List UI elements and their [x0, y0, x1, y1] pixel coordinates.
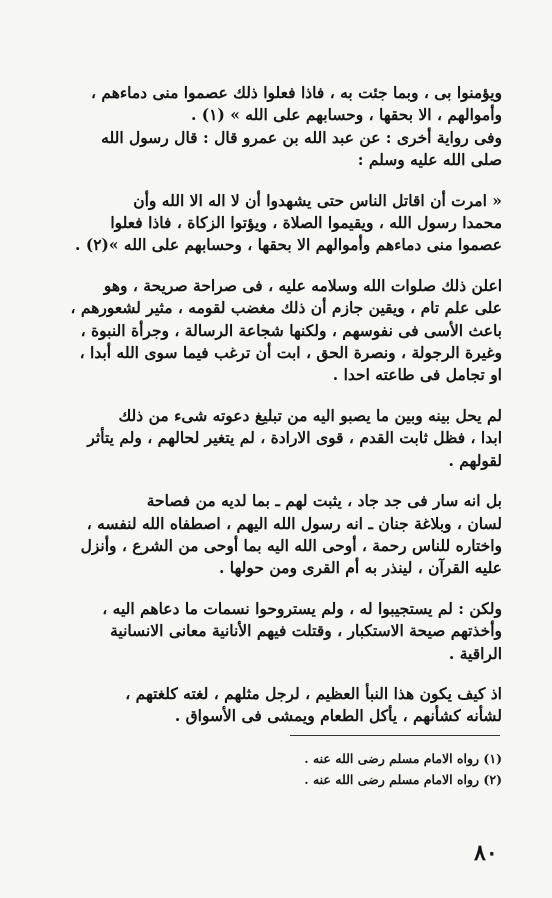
page-number: ٨٠ — [474, 840, 498, 866]
paragraph-2 — [50, 190, 502, 257]
text-line: ابدا ، فظل ثابت القدم ، قوى الارادة ، لم يتغير لحالهم ، ولم يتأثر — [87, 428, 502, 448]
text-line: لم يحل بينه وبين ما يصبو اليه من تبليغ دعوته شىء من ذلك — [118, 405, 502, 425]
text-line: ويؤمنوا بى ، وبما جئت به ، فاذا فعلوا ذلك عصموا منى دماءهم ، — [90, 83, 502, 102]
text-line: على علم تام ، ويقين جازم أن ذلك مغضب لقومه ، مثير لشعورهم ، — [70, 298, 502, 318]
paragraph-1 — [50, 82, 502, 172]
footnote-2: (٢) رواه الامام مسلم رضى الله عنه . — [304, 772, 502, 787]
text-line: وفى رواية أخرى : عن عبد الله بن عمرو قال : قال رسول الله — [101, 127, 502, 147]
text-line: وغيرة الرجولة ، ونصرة الحق ، ابت أن ترغب فيما سوى الله أبدا ، — [79, 343, 502, 363]
footnote-1: (١) رواه الامام مسلم رضى الله عنه . — [304, 751, 502, 766]
paragraph-4 — [50, 405, 502, 472]
text-line: الراقية . — [448, 643, 502, 663]
paragraph-7 — [50, 683, 502, 728]
text-line: عليه القرآن ، لينذر به أم القرى ومن حولها . — [219, 558, 502, 578]
text-line: لسان ، وبلاغة جنان ـ انه رسول الله اليهم ، اصطفاه الله لنفسه ، — [86, 513, 502, 533]
footnotes — [280, 748, 502, 790]
text-line: محمدا رسول الله ، ويقيموا الصلاة ، ويؤتوا الزكاة ، فاذا فعلوا — [110, 213, 502, 233]
paragraph-3 — [50, 275, 502, 387]
text-line: وأخذتهم صيحة الاستكبار ، وقتلت فيهم الأنانية معانى الانسانية — [110, 621, 502, 641]
text-line: ولكن : لم يستجيبوا له ، ولم يستروحوا نسمات ما دعاهم اليه ، — [102, 598, 502, 618]
page-body — [50, 82, 502, 746]
text-line: اذ كيف يكون هذا النبأ العظيم ، لرجل مثلهم ، لغته كلغتهم ، — [125, 683, 502, 703]
paragraph-6 — [50, 598, 502, 665]
text-line: او تجامل فى طاعته احدا . — [332, 365, 502, 385]
text-line: باعث الأسى فى نفوسهم ، ولكنها شجاعة الرسالة ، وجرأة النبوة ، — [80, 320, 502, 340]
text-line: بل انه سار فى جد جاد ، يثبت لهم ـ بما لديه من فصاحة — [146, 491, 502, 511]
text-line: عصموا منى دماءهم وأموالهم الا بحقها ، وحسابهم على الله »(٢) . — [75, 235, 502, 255]
text-line: لشأنه كشأنهم ، يأكل الطعام ويمشى فى الأسواق . — [174, 706, 502, 726]
text-line: اعلن ذلك صلوات الله وسلامه عليه ، فى صراحة صريحة ، وهو — [103, 275, 502, 295]
text-line: لقولهم . — [448, 450, 502, 470]
footnote-separator — [290, 735, 500, 736]
text-line: صلى الله عليه وسلم : — [357, 150, 502, 170]
text-line: « امرت أن اقاتل الناس حتى يشهدوا أن لا اله الا الله وأن — [133, 190, 502, 210]
text-line: وأموالهم ، الا بحقها ، وحسابهم على الله » (١) . — [191, 105, 502, 125]
paragraph-5 — [50, 490, 502, 580]
text-line: واختاره للناس رحمة ، أوحى الله اليه بما أوحى من الشرع ، وأنزل — [80, 535, 502, 555]
